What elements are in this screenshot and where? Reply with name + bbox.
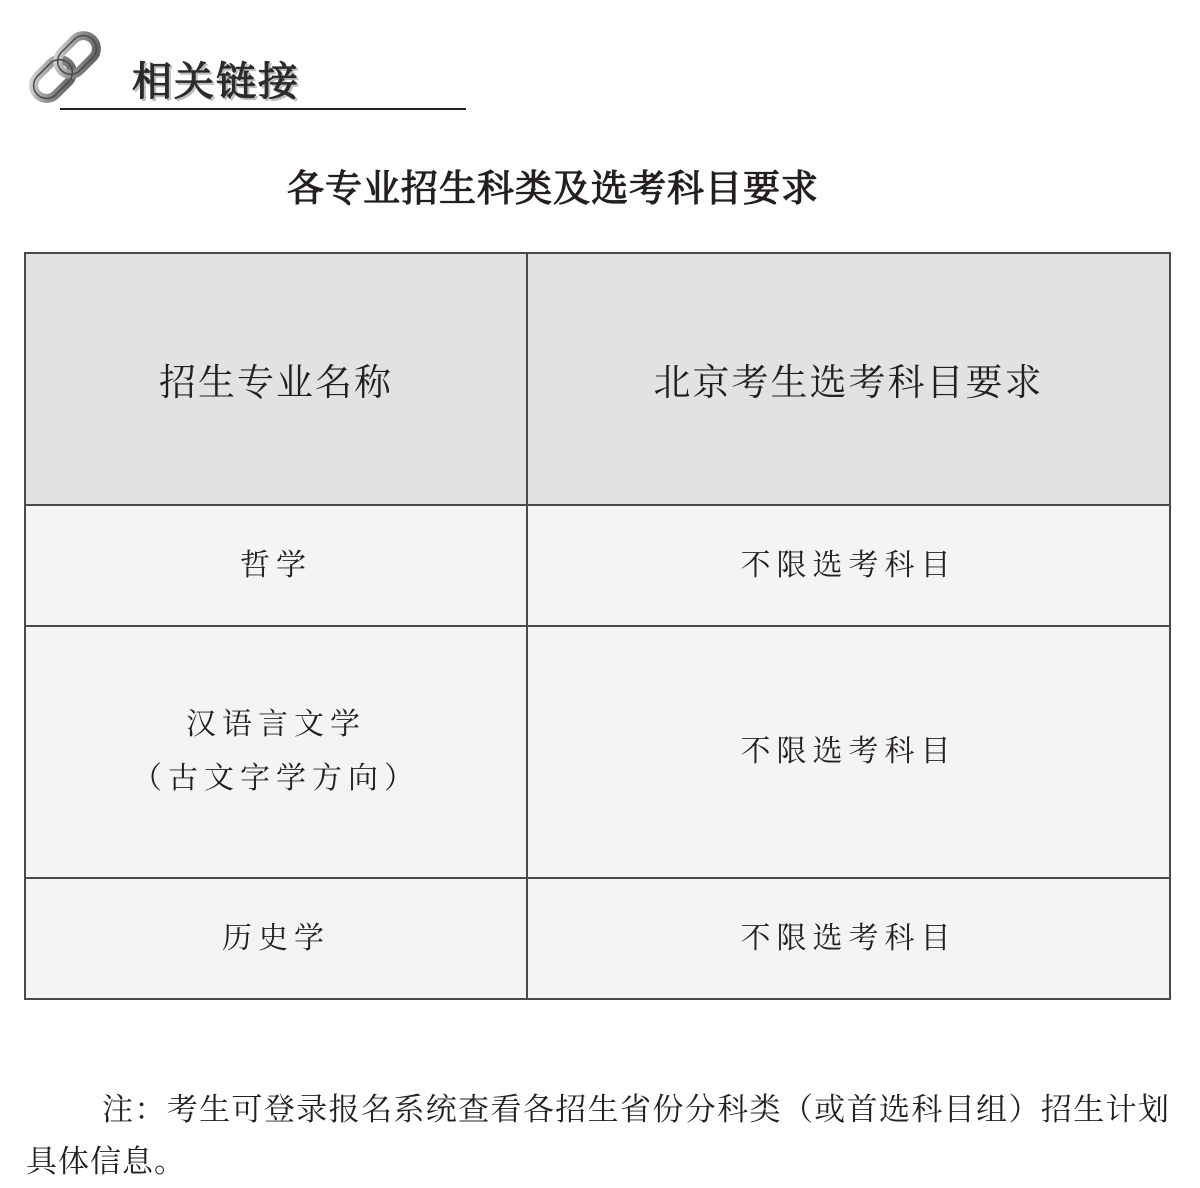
- footnote: 注：考生可登录报名系统查看各招生省份分科类（或首选科目组）招生计划具体信息。: [26, 1092, 1170, 1180]
- requirement-cell: 不限选考科目: [527, 878, 1170, 999]
- requirement-cell: 不限选考科目: [527, 626, 1170, 878]
- major-cell: [25, 878, 527, 999]
- column-header-major: 招生专业名称: [25, 253, 527, 505]
- major-name: 历史学: [222, 920, 330, 956]
- table-row: [25, 626, 1170, 878]
- chain-link-icon: [20, 22, 110, 112]
- table-row: [25, 505, 1170, 626]
- requirements-table: [24, 252, 1171, 1000]
- section-title: 相关链接: [132, 59, 300, 105]
- major-name: 哲学: [240, 547, 312, 583]
- requirement-cell: 不限选考科目: [527, 505, 1170, 626]
- header-divider: [60, 108, 466, 110]
- section-header: [20, 22, 466, 114]
- major-cell: [25, 505, 527, 626]
- document-title: 各专业招生科类及选考科目要求: [287, 167, 819, 210]
- table-row: [25, 878, 1170, 999]
- major-cell: [25, 626, 527, 878]
- table-header-row: [25, 253, 1170, 505]
- major-direction: （古文字学方向）: [132, 761, 420, 796]
- column-header-requirement: 北京考生选考科目要求: [527, 253, 1170, 505]
- major-name: 汉语言文学: [186, 707, 366, 742]
